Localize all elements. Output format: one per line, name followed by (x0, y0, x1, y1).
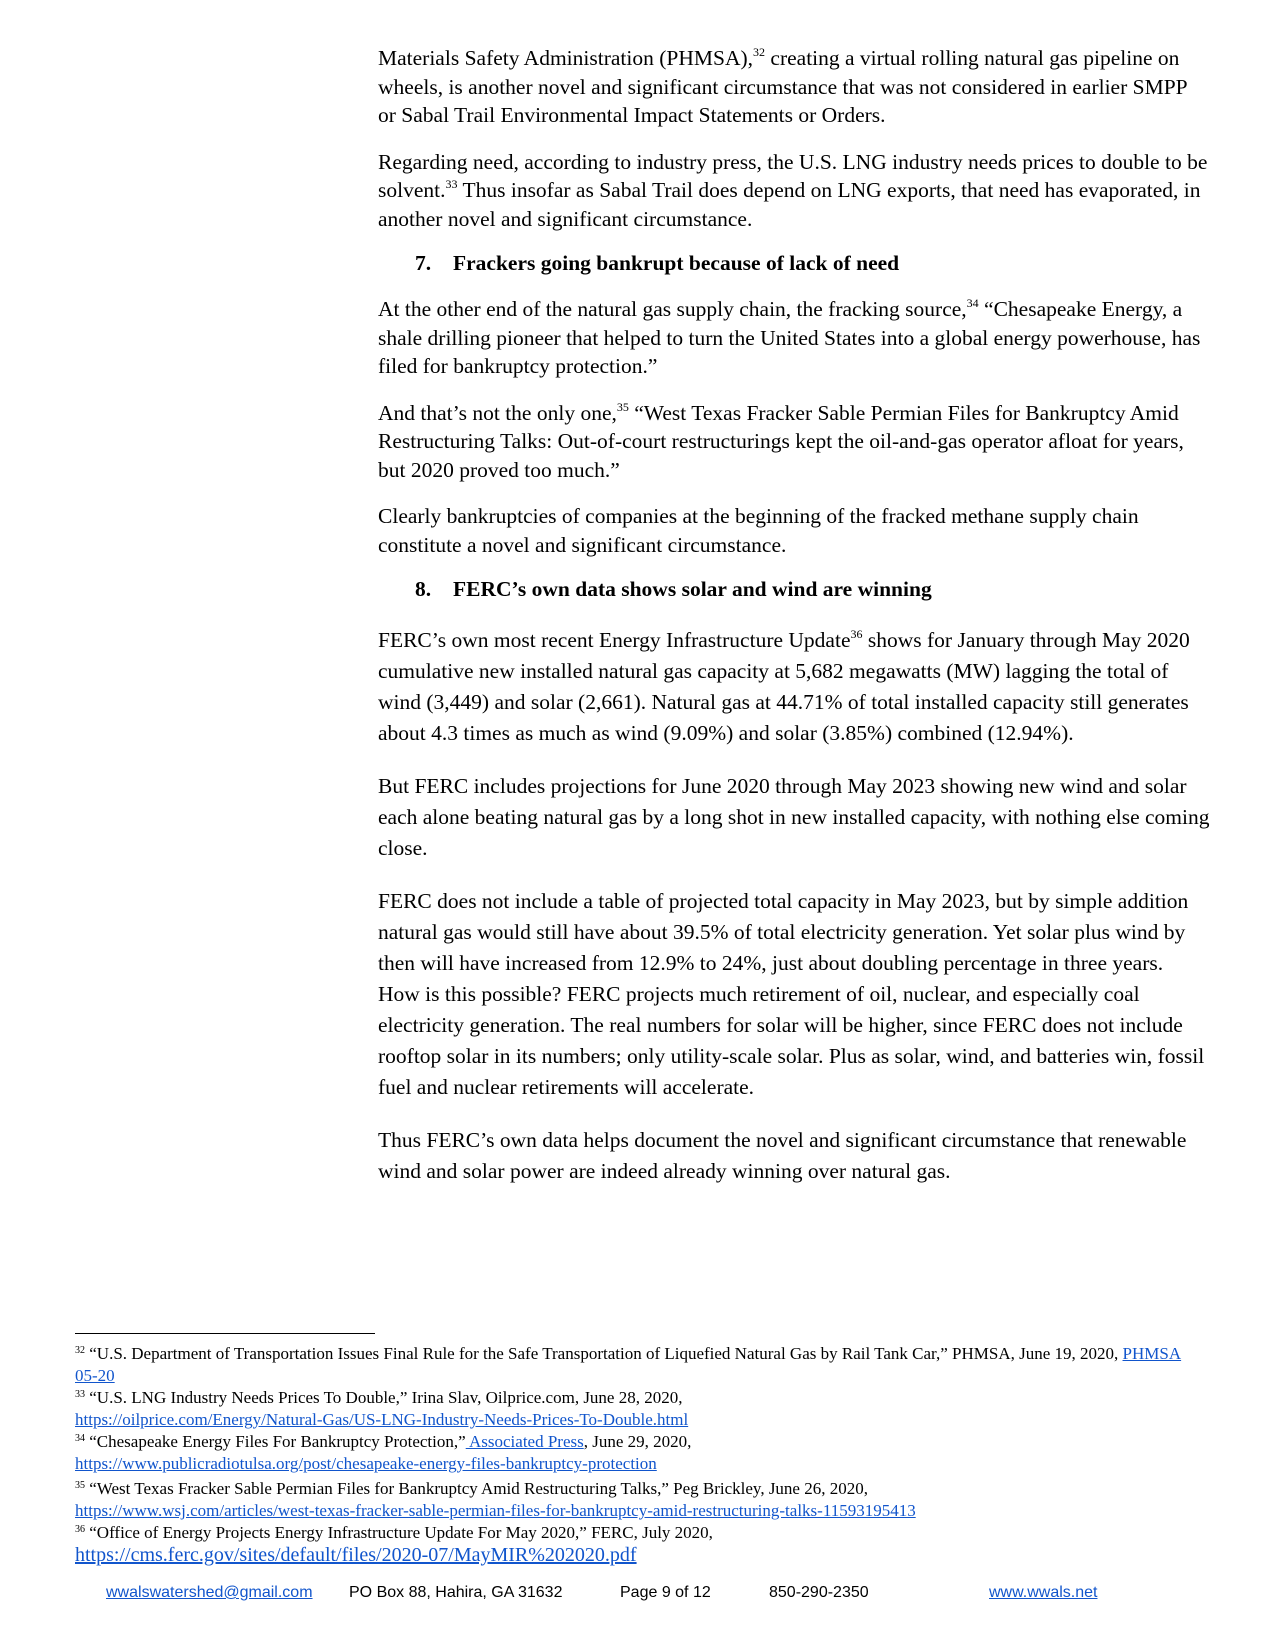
footnote-ref[interactable]: 33 (445, 177, 458, 191)
section-number: 8. (415, 577, 432, 601)
paragraph: Thus FERC’s own data helps document the novel and significant circumstance that renewable wind and solar power are indeed already winning over natural gas. (378, 1128, 1187, 1183)
section-title: FERC’s own data shows solar and wind are winning (453, 577, 932, 601)
footer-website-link[interactable]: www.wwals.net (989, 1584, 1098, 1601)
footnote-link[interactable]: https://cms.ferc.gov/sites/default/files/2020-07/MayMIR%202020.pdf (75, 1544, 637, 1566)
paragraph: FERC does not include a table of projected total capacity in May 2023, but by simple addition natural gas would still have about 39.5% of total electricity generation. Yet solar plus wind by then will have increased from 12.9% to 24%, just about doubling percentage in three years. How is this possible? FERC projects much retirement of oil, nuclear, and especially coal electricity generation. The real numbers for solar will be higher, since FERC does not include rooftop solar in its numbers; only utility-scale solar. Plus as solar, wind, and batteries win, fossil fuel and nuclear retirements will accelerate. (378, 889, 1205, 1099)
footnote-33: $^{33}$ “U.S. LNG Industry Needs Prices To Double,” Irina Slav, Oilprice.com, June 28, 2020, https://oilprice.com/Energy/Natural-Gas/US-LNG-Industry-Needs-Prices-To-Double.html (75, 1388, 689, 1429)
footnote-ref[interactable]: 35 (616, 399, 629, 414)
paragraph: Clearly bankruptcies of companies at the beginning of the fracked methane supply chain constitute a novel and significant circumstance. (378, 504, 1139, 557)
footnote-34: $^{34}$ “Chesapeake Energy Files For Bankruptcy Protection,” Associated Press, June 29, 2020, https://www.publicradiotulsa.org/post/chesapeake-energy-files-bankruptcy-protection (75, 1432, 692, 1473)
paragraph: And that’s not the only one,$^{35}$ “West Texas Fracker Sable Permian Files for Bankruptcy Amid Restructuring Talks: Out-of-court restructurings kept the oil-and-gas operator afloat for years, but 2020 proved too much.” (378, 399, 1184, 482)
footnote-link[interactable]: https://www.publicradiotulsa.org/post/chesapeake-energy-files-bankruptcy-protection (75, 1454, 657, 1473)
footer-address: PO Box 88, Hahira, GA 31632 (349, 1584, 563, 1601)
footnote-36: $^{36}$ “Office of Energy Projects Energy Infrastructure Update For May 2020,” FERC, July 2020, https://cms.ferc.gov/sites/default/files/2020-07/MayMIR%202020.pdf (75, 1523, 713, 1566)
section-number: 7. (415, 251, 432, 275)
footer-page-number: Page 9 of 12 (620, 1584, 711, 1601)
body-text (378, 44, 1210, 1187)
footnote-divider (75, 1333, 375, 1334)
paragraph: Materials Safety Administration (PHMSA),$^{32}$ creating a virtual rolling natural gas pipeline on wheels, is another novel and significant circumstance that was not considered in earlier SMPP or Sabal Trail Environmental Impact Statements or Orders. (378, 45, 1187, 127)
section-title: Frackers going bankrupt because of lack of need (453, 251, 900, 275)
page-footer (0, 1584, 1275, 1608)
paragraph: FERC’s own most recent Energy Infrastructure Update$^{36}$ shows for January through May 2020 cumulative new installed natural gas capacity at 5,682 megawatts (MW) lagging the total of wind (3,449) and solar (2,661). Natural gas at 44.71% of total installed capacity still generates about 4.3 times as much as wind (9.09%) and solar (3.85%) combined (12.94%). (378, 627, 1190, 745)
footnote-32: $^{32}$ “U.S. Department of Transportation Issues Final Rule for the Safe Transportation of Liquefied Natural Gas by Rail Tank Car,” PHMSA, June 19, 2020, PHMSA 05-20 (75, 1344, 1182, 1385)
footer-phone: 850-290-2350 (769, 1584, 869, 1601)
footnotes (75, 1343, 1205, 1567)
section-heading (415, 249, 1210, 277)
footnote-35: $^{35}$ “West Texas Fracker Sable Permian Files for Bankruptcy Amid Restructuring Talks,” Peg Brickley, June 26, 2020, https://www.wsj.com/articles/west-texas-fracker-sable-permian-files-for-bankruptcy-amid-restructuring-talks-11593195413 (75, 1479, 916, 1520)
paragraph: Regarding need, according to industry press, the U.S. LNG industry needs prices to double to be solvent.$^{33}$ Thus insofar as Sabal Trail does depend on LNG exports, that need has evaporated, in another novel and significant circumstance. (378, 149, 1208, 231)
footnote-ref[interactable]: 36 (850, 627, 863, 641)
footnote-link[interactable]: PHMSA 05-20 (75, 1344, 1182, 1385)
footnote-inline-link[interactable]: Associated Press (465, 1432, 584, 1451)
footer-email-link[interactable]: wwalswatershed@gmail.com (106, 1584, 313, 1601)
footnote-ref[interactable]: 34 (966, 296, 979, 310)
footnote-link[interactable]: https://oilprice.com/Energy/Natural-Gas/US-LNG-Industry-Needs-Prices-To-Double.html (75, 1410, 689, 1429)
section-heading (415, 575, 1210, 603)
footnote-ref[interactable]: 32 (753, 45, 766, 59)
paragraph: At the other end of the natural gas supply chain, the fracking source,$^{34}$ “Chesapeake Energy, a shale drilling pioneer that helped to turn the United States into a global energy powerhouse, has filed for bankruptcy protection.” (378, 296, 1201, 378)
footnote-link[interactable]: https://www.wsj.com/articles/west-texas-fracker-sable-permian-files-for-bankruptcy-amid-restructuring-talks-11593195413 (75, 1501, 916, 1520)
paragraph: But FERC includes projections for June 2020 through May 2023 showing new wind and solar each alone beating natural gas by a long shot in new installed capacity, with nothing else coming close. (378, 774, 1210, 860)
